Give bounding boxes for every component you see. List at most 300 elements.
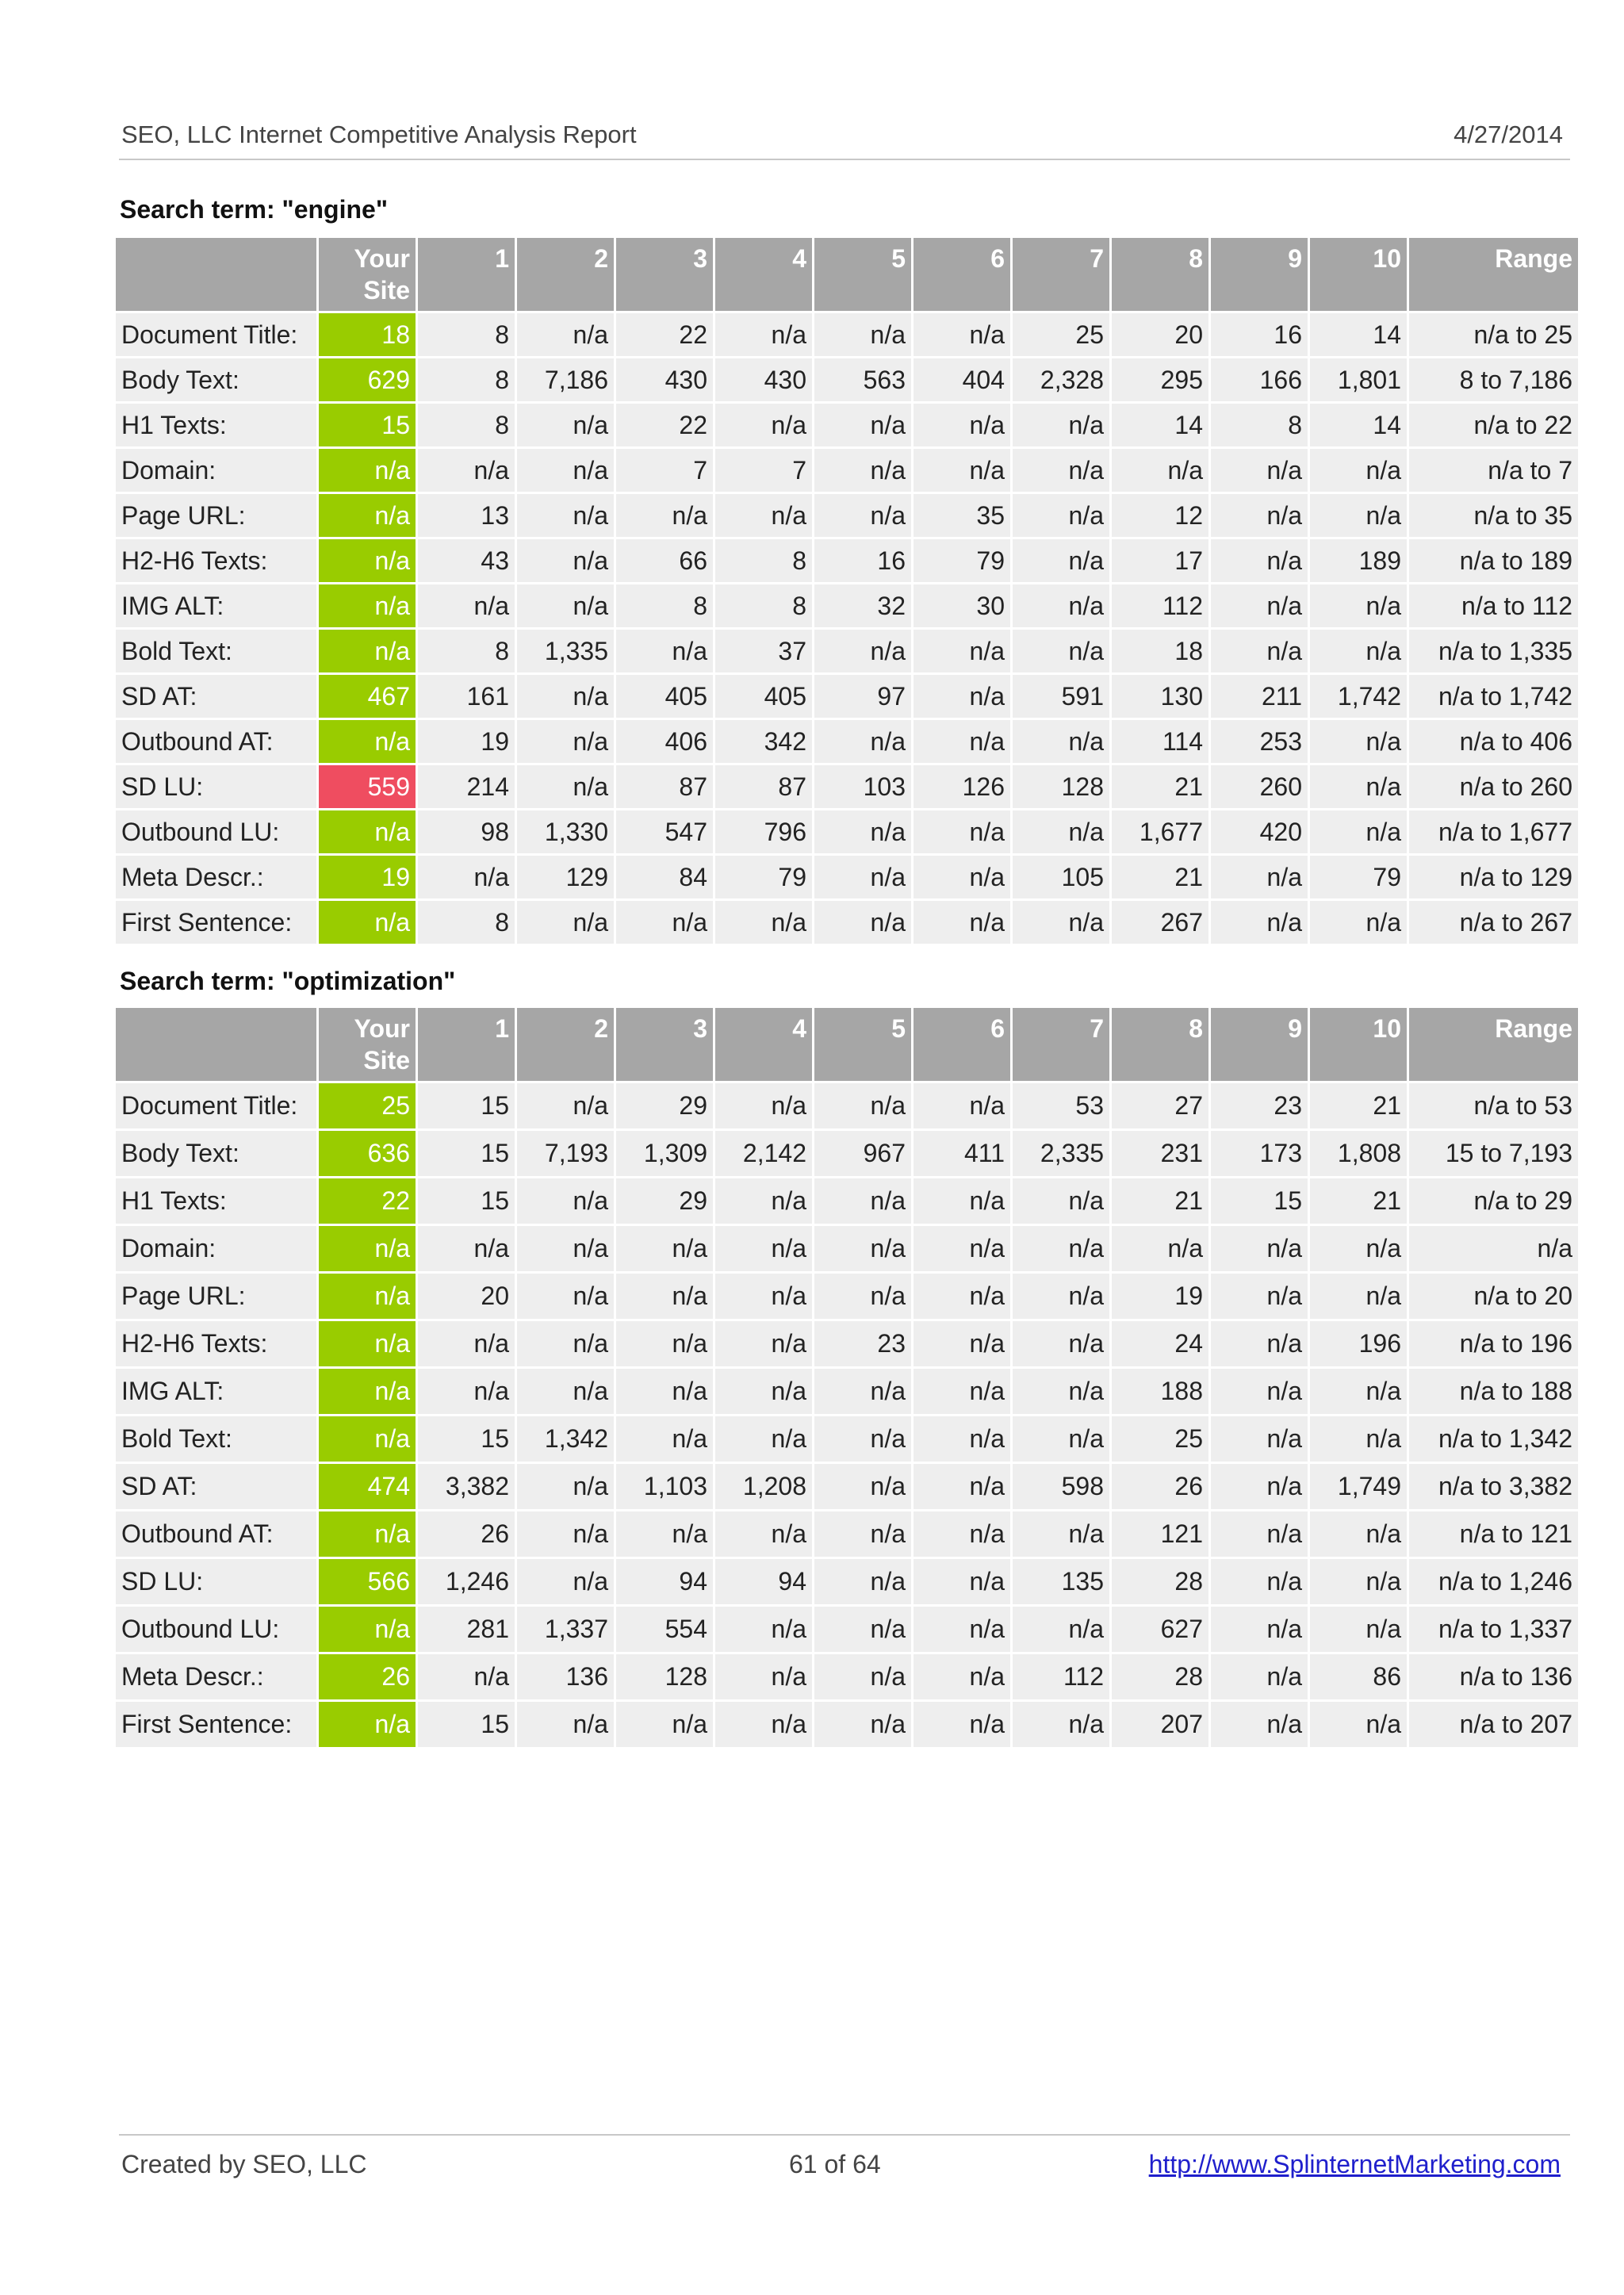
competitor-value: 1,342 — [517, 1416, 614, 1462]
competitor-value: 1,808 — [1310, 1131, 1407, 1176]
competitor-value: n/a — [517, 765, 614, 808]
footer-created-by: Created by SEO, LLC — [121, 2150, 367, 2178]
competitor-value: 8 — [418, 901, 515, 944]
your-site-value: n/a — [319, 630, 416, 672]
range-value: n/a to 136 — [1409, 1654, 1578, 1699]
competitor-value: n/a — [814, 449, 911, 492]
column-header: 2 — [517, 238, 614, 311]
column-header: 1 — [418, 238, 515, 311]
column-header: 4 — [715, 238, 812, 311]
competitor-value: 37 — [715, 630, 812, 672]
competitor-value: n/a — [616, 901, 713, 944]
competitor-value: 253 — [1211, 720, 1308, 763]
competitor-value: n/a — [1211, 1702, 1308, 1747]
section-title-optimization: Search term: "optimization" — [120, 967, 456, 995]
competitor-value: n/a — [1310, 1511, 1407, 1557]
competitor-value: 35 — [914, 494, 1010, 537]
table-row — [116, 1464, 1578, 1509]
row-label: Meta Descr.: — [116, 856, 316, 898]
competitor-value: n/a — [814, 1702, 911, 1747]
competitor-value: n/a — [418, 856, 515, 898]
competitor-value: n/a — [914, 675, 1010, 718]
range-value: n/a to 112 — [1409, 584, 1578, 627]
competitor-value: n/a — [1310, 1369, 1407, 1414]
competitor-value: 121 — [1112, 1511, 1208, 1557]
table-row — [116, 1559, 1578, 1604]
competitor-value: n/a — [1310, 584, 1407, 627]
section-title-engine: Search term: "engine" — [120, 195, 388, 224]
your-site-value: n/a — [319, 1369, 416, 1414]
competitor-value: n/a — [814, 1274, 911, 1319]
competitor-value: n/a — [914, 1226, 1010, 1271]
table-row — [116, 630, 1578, 672]
competitor-value: 1,337 — [517, 1607, 614, 1652]
competitor-value: n/a — [715, 494, 812, 537]
competitor-value: n/a — [517, 1369, 614, 1414]
range-value: n/a to 1,742 — [1409, 675, 1578, 718]
competitor-value: n/a — [1211, 1464, 1308, 1509]
column-header: 7 — [1013, 1008, 1109, 1081]
competitor-value: 21 — [1112, 856, 1208, 898]
competitor-value: 405 — [616, 675, 713, 718]
column-header: Your Site — [319, 238, 416, 311]
competitor-value: 20 — [1112, 313, 1208, 356]
competitor-value: 627 — [1112, 1607, 1208, 1652]
competitor-value: n/a — [914, 1416, 1010, 1462]
competitor-value: n/a — [517, 449, 614, 492]
competitor-value: n/a — [517, 1511, 614, 1557]
competitor-value: n/a — [1013, 1226, 1109, 1271]
competitor-value: n/a — [1013, 539, 1109, 582]
competitor-value: 547 — [616, 810, 713, 853]
competitor-value: n/a — [715, 1178, 812, 1224]
competitor-value: n/a — [814, 720, 911, 763]
competitor-value: n/a — [715, 1226, 812, 1271]
page-header — [119, 114, 1570, 160]
competitor-value: n/a — [616, 1511, 713, 1557]
competitor-value: n/a — [1310, 810, 1407, 853]
column-header: 5 — [814, 238, 911, 311]
range-value: n/a — [1409, 1226, 1578, 1271]
competitor-value: 23 — [1211, 1083, 1308, 1128]
competitor-value: n/a — [914, 1178, 1010, 1224]
competitor-value: 19 — [1112, 1274, 1208, 1319]
range-value: n/a to 129 — [1409, 856, 1578, 898]
your-site-value: 566 — [319, 1559, 416, 1604]
row-label: H1 Texts: — [116, 404, 316, 446]
range-value: n/a to 22 — [1409, 404, 1578, 446]
range-value: 8 to 7,186 — [1409, 358, 1578, 401]
table-engine — [113, 236, 1580, 946]
competitor-value: n/a — [914, 720, 1010, 763]
competitor-value: n/a — [814, 1369, 911, 1414]
competitor-value: 27 — [1112, 1083, 1208, 1128]
competitor-value: 1,330 — [517, 810, 614, 853]
competitor-value: 7,193 — [517, 1131, 614, 1176]
competitor-value: n/a — [1013, 1178, 1109, 1224]
row-label: IMG ALT: — [116, 1369, 316, 1414]
competitor-value: 29 — [616, 1178, 713, 1224]
competitor-value: 1,309 — [616, 1131, 713, 1176]
competitor-value: n/a — [715, 1702, 812, 1747]
your-site-value: 18 — [319, 313, 416, 356]
row-label: Outbound LU: — [116, 810, 316, 853]
competitor-value: 128 — [1013, 765, 1109, 808]
range-value: n/a to 1,677 — [1409, 810, 1578, 853]
range-value: 15 to 7,193 — [1409, 1131, 1578, 1176]
row-label: First Sentence: — [116, 901, 316, 944]
your-site-value: n/a — [319, 1702, 416, 1747]
competitor-value: n/a — [517, 1702, 614, 1747]
competitor-value: n/a — [715, 1511, 812, 1557]
competitor-value: n/a — [517, 404, 614, 446]
competitor-value: n/a — [1310, 449, 1407, 492]
competitor-value: n/a — [715, 404, 812, 446]
competitor-value: 129 — [517, 856, 614, 898]
competitor-value: n/a — [418, 449, 515, 492]
competitor-value: 8 — [418, 313, 515, 356]
row-label: Domain: — [116, 449, 316, 492]
row-label: Domain: — [116, 1226, 316, 1271]
column-header: 10 — [1310, 238, 1407, 311]
competitor-value: 66 — [616, 539, 713, 582]
table-row — [116, 1416, 1578, 1462]
competitor-value: 15 — [418, 1416, 515, 1462]
competitor-value: 405 — [715, 675, 812, 718]
your-site-value: n/a — [319, 539, 416, 582]
row-label: Body Text: — [116, 358, 316, 401]
competitor-value: 16 — [814, 539, 911, 582]
competitor-value: 103 — [814, 765, 911, 808]
row-label: SD LU: — [116, 765, 316, 808]
competitor-value: n/a — [1310, 765, 1407, 808]
competitor-value: 22 — [616, 404, 713, 446]
competitor-value: n/a — [1211, 1511, 1308, 1557]
competitor-value: 53 — [1013, 1083, 1109, 1128]
competitor-value: 15 — [1211, 1178, 1308, 1224]
column-header: 4 — [715, 1008, 812, 1081]
your-site-value: n/a — [319, 1416, 416, 1462]
competitor-value: n/a — [715, 1083, 812, 1128]
competitor-value: 18 — [1112, 630, 1208, 672]
your-site-value: n/a — [319, 1226, 416, 1271]
competitor-value: n/a — [517, 1226, 614, 1271]
competitor-value: 8 — [715, 584, 812, 627]
competitor-value: 79 — [1310, 856, 1407, 898]
range-value: n/a to 1,246 — [1409, 1559, 1578, 1604]
competitor-value: 281 — [418, 1607, 515, 1652]
competitor-value: n/a — [1310, 1607, 1407, 1652]
range-value: n/a to 121 — [1409, 1511, 1578, 1557]
table-row — [116, 810, 1578, 853]
competitor-value: n/a — [914, 1607, 1010, 1652]
competitor-value: n/a — [814, 856, 911, 898]
competitor-value: n/a — [1310, 630, 1407, 672]
competitor-value: n/a — [715, 1274, 812, 1319]
range-value: n/a to 260 — [1409, 765, 1578, 808]
your-site-value: n/a — [319, 720, 416, 763]
competitor-value: n/a — [1310, 1274, 1407, 1319]
competitor-value: n/a — [1310, 1416, 1407, 1462]
competitor-value: 94 — [715, 1559, 812, 1604]
competitor-value: n/a — [715, 313, 812, 356]
your-site-value: 19 — [319, 856, 416, 898]
competitor-value: n/a — [1013, 1702, 1109, 1747]
competitor-value: n/a — [1211, 901, 1308, 944]
competitor-value: n/a — [715, 1607, 812, 1652]
competitor-value: n/a — [616, 1321, 713, 1366]
competitor-value: n/a — [715, 1321, 812, 1366]
competitor-value: 23 — [814, 1321, 911, 1366]
competitor-value: n/a — [1211, 1321, 1308, 1366]
competitor-value: n/a — [1013, 1369, 1109, 1414]
range-value: n/a to 1,342 — [1409, 1416, 1578, 1462]
range-value: n/a to 53 — [1409, 1083, 1578, 1128]
your-site-value: n/a — [319, 810, 416, 853]
competitor-value: n/a — [616, 1416, 713, 1462]
competitor-value: 130 — [1112, 675, 1208, 718]
competitor-value: n/a — [715, 1416, 812, 1462]
competitor-value: n/a — [1211, 584, 1308, 627]
competitor-value: 128 — [616, 1654, 713, 1699]
competitor-value: 8 — [1211, 404, 1308, 446]
competitor-value: 411 — [914, 1131, 1010, 1176]
column-header: 8 — [1112, 238, 1208, 311]
competitor-value: 25 — [1112, 1416, 1208, 1462]
competitor-value: n/a — [517, 1464, 614, 1509]
competitor-value: 21 — [1310, 1178, 1407, 1224]
competitor-value: 126 — [914, 765, 1010, 808]
your-site-value: n/a — [319, 901, 416, 944]
your-site-value: 26 — [319, 1654, 416, 1699]
competitor-value: 214 — [418, 765, 515, 808]
competitor-value: n/a — [1211, 539, 1308, 582]
competitor-value: n/a — [418, 1226, 515, 1271]
competitor-value: n/a — [1211, 1559, 1308, 1604]
competitor-value: 554 — [616, 1607, 713, 1652]
competitor-value: 28 — [1112, 1654, 1208, 1699]
row-label: Document Title: — [116, 313, 316, 356]
competitor-value: 7 — [616, 449, 713, 492]
competitor-value: n/a — [517, 1083, 614, 1128]
competitor-value: n/a — [418, 584, 515, 627]
competitor-value: 8 — [418, 630, 515, 672]
competitor-value: n/a — [914, 1464, 1010, 1509]
your-site-value: 22 — [319, 1178, 416, 1224]
competitor-value: 1,208 — [715, 1464, 812, 1509]
competitor-value: 79 — [715, 856, 812, 898]
competitor-value: n/a — [814, 1654, 911, 1699]
competitor-value: n/a — [814, 1464, 911, 1509]
table-row — [116, 358, 1578, 401]
competitor-value: n/a — [616, 1702, 713, 1747]
competitor-value: 420 — [1211, 810, 1308, 853]
footer-page-number: 61 of 64 — [789, 2150, 881, 2178]
competitor-value: n/a — [814, 494, 911, 537]
competitor-value: n/a — [1211, 1274, 1308, 1319]
competitor-value: 15 — [418, 1702, 515, 1747]
competitor-value: 13 — [418, 494, 515, 537]
competitor-value: 8 — [418, 404, 515, 446]
competitor-value: 188 — [1112, 1369, 1208, 1414]
row-label: H2-H6 Texts: — [116, 1321, 316, 1366]
competitor-value: 24 — [1112, 1321, 1208, 1366]
competitor-value: n/a — [914, 1274, 1010, 1319]
competitor-value: 161 — [418, 675, 515, 718]
competitor-value: n/a — [1013, 1274, 1109, 1319]
competitor-value: 189 — [1310, 539, 1407, 582]
competitor-value: n/a — [616, 1226, 713, 1271]
competitor-value: 1,677 — [1112, 810, 1208, 853]
table-row — [116, 449, 1578, 492]
competitor-value: n/a — [715, 1654, 812, 1699]
competitor-value: 1,801 — [1310, 358, 1407, 401]
competitor-value: n/a — [517, 539, 614, 582]
column-header: 8 — [1112, 1008, 1208, 1081]
competitor-value: 28 — [1112, 1559, 1208, 1604]
competitor-value: 135 — [1013, 1559, 1109, 1604]
competitor-value: 21 — [1112, 765, 1208, 808]
column-header: 9 — [1211, 238, 1308, 311]
row-label: SD AT: — [116, 1464, 316, 1509]
competitor-value: n/a — [517, 675, 614, 718]
range-value: n/a to 20 — [1409, 1274, 1578, 1319]
competitor-value: 342 — [715, 720, 812, 763]
page-footer — [119, 2134, 1570, 2182]
footer-link[interactable]: http://www.SplinternetMarketing.com — [1148, 2150, 1561, 2178]
competitor-value: 12 — [1112, 494, 1208, 537]
competitor-value: 430 — [616, 358, 713, 401]
row-label: Page URL: — [116, 494, 316, 537]
table-row — [116, 1226, 1578, 1271]
row-label: Outbound AT: — [116, 720, 316, 763]
report-date: 4/27/2014 — [1454, 121, 1563, 148]
competitor-value: 26 — [418, 1511, 515, 1557]
competitor-value: n/a — [715, 901, 812, 944]
competitor-value: n/a — [1013, 494, 1109, 537]
row-label: Outbound AT: — [116, 1511, 316, 1557]
your-site-value: 629 — [319, 358, 416, 401]
header-blank — [116, 1008, 316, 1081]
competitor-value: n/a — [914, 1369, 1010, 1414]
header-blank — [116, 238, 316, 311]
competitor-value: 15 — [418, 1131, 515, 1176]
your-site-value: n/a — [319, 449, 416, 492]
table-row — [116, 1274, 1578, 1319]
column-header: 6 — [914, 238, 1010, 311]
competitor-value: n/a — [1013, 1416, 1109, 1462]
competitor-value: n/a — [814, 1511, 911, 1557]
competitor-value: 1,335 — [517, 630, 614, 672]
range-value: n/a to 189 — [1409, 539, 1578, 582]
column-header: 2 — [517, 1008, 614, 1081]
competitor-value: 21 — [1310, 1083, 1407, 1128]
competitor-value: n/a — [1211, 494, 1308, 537]
competitor-value: 112 — [1013, 1654, 1109, 1699]
competitor-value: n/a — [517, 901, 614, 944]
row-label: Body Text: — [116, 1131, 316, 1176]
competitor-value: n/a — [1310, 1702, 1407, 1747]
competitor-value: n/a — [1112, 1226, 1208, 1271]
competitor-value: n/a — [914, 1321, 1010, 1366]
competitor-value: n/a — [914, 810, 1010, 853]
competitor-value: 2,335 — [1013, 1131, 1109, 1176]
competitor-value: n/a — [616, 1369, 713, 1414]
competitor-value: 211 — [1211, 675, 1308, 718]
range-value: n/a to 267 — [1409, 901, 1578, 944]
competitor-value: n/a — [914, 1702, 1010, 1747]
table-row — [116, 720, 1578, 763]
your-site-value: 15 — [319, 404, 416, 446]
column-header: 10 — [1310, 1008, 1407, 1081]
table-row — [116, 1511, 1578, 1557]
table-row — [116, 1131, 1578, 1176]
competitor-value: 598 — [1013, 1464, 1109, 1509]
competitor-value: 25 — [1013, 313, 1109, 356]
competitor-value: 136 — [517, 1654, 614, 1699]
column-header: Your Site — [319, 1008, 416, 1081]
competitor-value: 7,186 — [517, 358, 614, 401]
table-row — [116, 404, 1578, 446]
competitor-value: n/a — [914, 1654, 1010, 1699]
competitor-value: n/a — [1013, 901, 1109, 944]
competitor-value: n/a — [814, 810, 911, 853]
range-value: n/a to 406 — [1409, 720, 1578, 763]
table-row — [116, 901, 1578, 944]
competitor-value: 114 — [1112, 720, 1208, 763]
report-title: SEO, LLC Internet Competitive Analysis Report — [121, 121, 637, 148]
range-value: n/a to 25 — [1409, 313, 1578, 356]
competitor-value: 404 — [914, 358, 1010, 401]
row-label: IMG ALT: — [116, 584, 316, 627]
competitor-value: n/a — [1310, 494, 1407, 537]
competitor-value: 8 — [418, 358, 515, 401]
table-row — [116, 1083, 1578, 1128]
competitor-value: n/a — [914, 901, 1010, 944]
competitor-value: 14 — [1310, 313, 1407, 356]
competitor-value: n/a — [517, 584, 614, 627]
your-site-value: n/a — [319, 1511, 416, 1557]
range-value: n/a to 35 — [1409, 494, 1578, 537]
competitor-value: n/a — [517, 720, 614, 763]
competitor-value: 14 — [1310, 404, 1407, 446]
competitor-value: 1,103 — [616, 1464, 713, 1509]
column-header: 5 — [814, 1008, 911, 1081]
competitor-value: n/a — [1211, 1369, 1308, 1414]
competitor-value: 112 — [1112, 584, 1208, 627]
competitor-value: 86 — [1310, 1654, 1407, 1699]
competitor-value: 26 — [1112, 1464, 1208, 1509]
competitor-value: 32 — [814, 584, 911, 627]
competitor-value: 19 — [418, 720, 515, 763]
competitor-value: 22 — [616, 313, 713, 356]
competitor-value: 87 — [616, 765, 713, 808]
competitor-value: 207 — [1112, 1702, 1208, 1747]
competitor-value: n/a — [914, 856, 1010, 898]
range-value: n/a to 196 — [1409, 1321, 1578, 1366]
competitor-value: n/a — [914, 1559, 1010, 1604]
competitor-value: 43 — [418, 539, 515, 582]
competitor-value: n/a — [814, 1226, 911, 1271]
row-label: Document Title: — [116, 1083, 316, 1128]
competitor-value: 267 — [1112, 901, 1208, 944]
competitor-value: 166 — [1211, 358, 1308, 401]
table-optimization — [113, 1006, 1580, 1749]
competitor-value: 295 — [1112, 358, 1208, 401]
competitor-value: n/a — [1310, 901, 1407, 944]
competitor-value: n/a — [914, 449, 1010, 492]
competitor-value: 8 — [715, 539, 812, 582]
